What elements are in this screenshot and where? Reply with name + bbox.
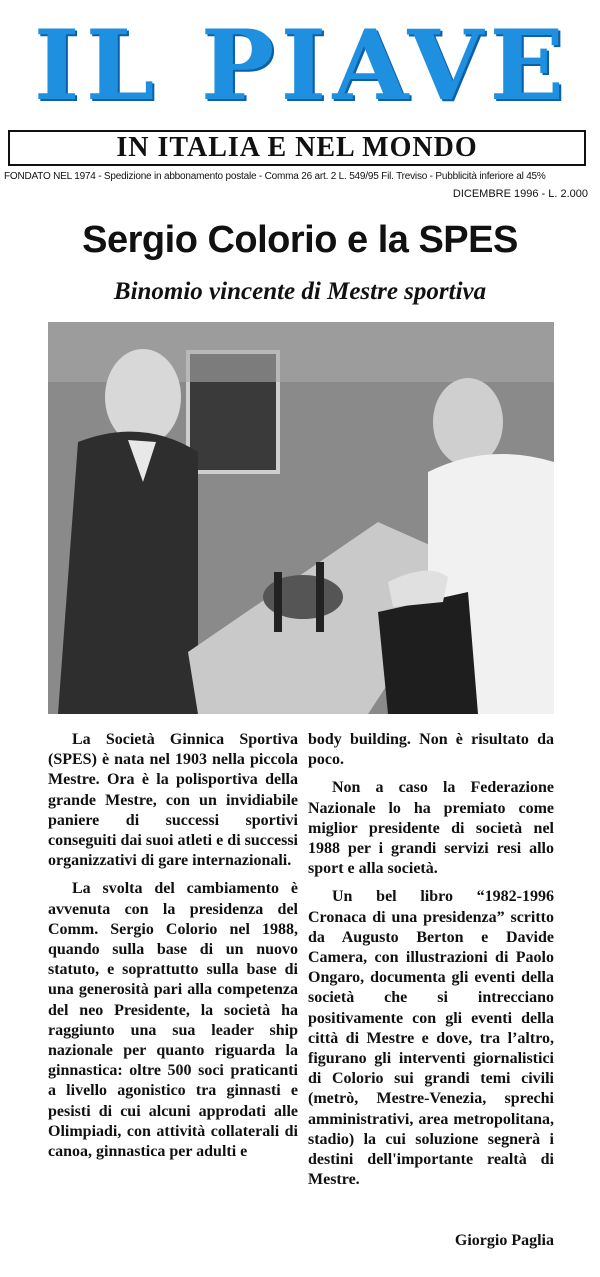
masthead-subtitle: IN ITALIA E NEL MONDO (8, 130, 586, 166)
publication-info: FONDATO NEL 1974 - Spedizione in abbonamento postale - Comma 26 art. 2 L. 549/95 Fil. Treviso - Pubblicità inferiore al 45% (4, 171, 546, 182)
article-paragraph: Non a caso la Federazione Nazionale lo ha premiato come miglior presidente di società nel 1988 per i grandi servizi resi allo sport e alla società. (308, 779, 554, 878)
article-photo (48, 322, 554, 714)
article-byline: Giorgio Paglia (454, 1232, 554, 1249)
article-column-right (308, 730, 554, 1190)
article-paragraph: Un bel libro “1982-1996 Cronaca di una presidenza” scritto da Augusto Berton e Davide Camera, con illustrazioni di Paolo Ongaro, documenta gli eventi della società che si intrecciano positivamente con gli eventi della città di Mestre e dove, tra l’altro, figurano gli interventi giornalistici di Colorio sui grandi temi civili (metrò, Mestre-Venezia, sprechi amministrativi, area metropolitana, stadio) la cui soluzione segnerà i destini dell'importante realtà di Mestre. (308, 888, 554, 1189)
article-column-left (48, 730, 298, 1162)
article-paragraph: La svolta del cambiamento è avvenuta con la presidenza del Comm. Sergio Colorio nel 1988, quando sulla base di un nuovo statuto, e soprattutto sulla base di una generosità pari alla competenza del neo Presidente, la società ha raggiunto una sua leader ship nazionale per quanto riguarda la ginnastica: oltre 500 soci praticanti a livello agonistico tra ginnasti e pesisti di cui alcuni approdati alle Olimpiadi, con attività collaterali di canoa, ginnastica per adulti e (48, 880, 298, 1161)
article-paragraph: body building. Non è risultato da poco. (308, 731, 554, 769)
article-paragraph: La Società Ginnica Sportiva (SPES) è nata nel 1903 nella piccola Mestre. Ora è la polisportiva della grande Mestre, con un invidiabile paniere di successi sportivi conseguiti dai suoi atleti e di successi organizzativi di gare internazionali. (48, 731, 298, 870)
masthead-title: IL PIAVE (33, 9, 571, 122)
issue-date-price: DICEMBRE 1996 - L. 2.000 (452, 188, 588, 200)
article-subheadline: Binomio vincente di Mestre sportiva (113, 278, 487, 305)
article-headline: Sergio Colorio e la SPES (82, 219, 518, 261)
